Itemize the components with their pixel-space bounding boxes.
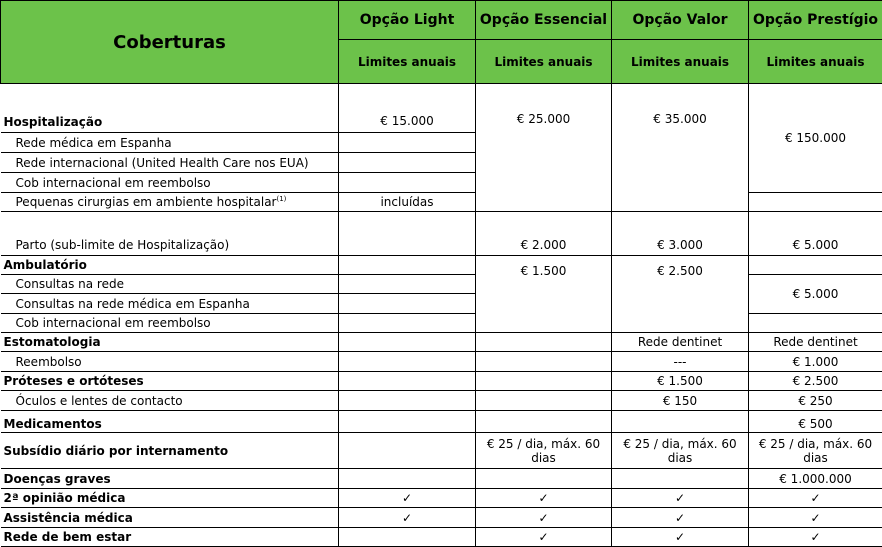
cell-proteses-valor: € 1.500 — [612, 372, 749, 391]
cell-medicamentos-essencial — [476, 411, 612, 433]
cell-rede-internacional-light — [339, 153, 476, 173]
cell-ambulatorio-essencial: € 1.500 — [476, 256, 612, 333]
cell-subsidio-essencial: € 25 / dia, máx. 60 dias — [476, 433, 612, 469]
cell-reembolso-prestigio: € 1.000 — [749, 352, 882, 372]
cell-proteses-prestigio: € 2.500 — [749, 372, 882, 391]
row-label-medicamentos: Medicamentos — [1, 411, 339, 433]
table-row — [1, 433, 882, 469]
row-label-cob-internacional-hosp: Cob internacional em reembolso — [1, 173, 339, 193]
row-label-parto: Parto (sub-limite de Hospitalização) — [1, 212, 339, 256]
row-label-consultas-rede: Consultas na rede — [1, 275, 339, 294]
cell-oculos-valor: € 150 — [612, 391, 749, 411]
table-row — [1, 489, 882, 508]
cell-parto-valor: € 3.000 — [612, 212, 749, 256]
cell-estomatologia-valor: Rede dentinet — [612, 333, 749, 352]
row-label-rede-internacional: Rede internacional (United Health Care nos EUA) — [1, 153, 339, 173]
cell-consultas-espanha-light — [339, 294, 476, 314]
table-row — [1, 528, 882, 547]
cell-hospitalizacao-valor: € 35.000 — [612, 84, 749, 212]
row-label-cob-internacional-amb: Cob internacional em reembolso — [1, 314, 339, 333]
cell-cob-internacional-amb-prestigio — [749, 314, 882, 333]
cell-ambulatorio-light — [339, 256, 476, 275]
cell-estomatologia-essencial — [476, 333, 612, 352]
cell-pequenas-cirurgias-light: incluídas — [339, 193, 476, 212]
row-label-subsidio: Subsídio diário por internamento — [1, 433, 339, 469]
table-row — [1, 469, 882, 489]
table-row — [1, 84, 882, 133]
cell-medicamentos-prestigio: € 500 — [749, 411, 882, 433]
table-row — [1, 352, 882, 372]
table-row — [1, 314, 882, 333]
limits-label-prestigio: Limites anuais — [749, 40, 882, 84]
check-icon-bem-estar-prestigio: ✓ — [749, 528, 882, 547]
row-label-proteses: Próteses e ortóteses — [1, 372, 339, 391]
row-label-bem-estar: Rede de bem estar — [1, 528, 339, 547]
pequenas-cirurgias-text: Pequenas cirurgias em ambiente hospitalar — [16, 195, 277, 209]
cell-medicamentos-light — [339, 411, 476, 433]
option-prestigio-header: Opção Prestígio — [749, 1, 882, 40]
row-label-segunda-opiniao: 2ª opinião médica — [1, 489, 339, 508]
check-icon-assistencia-light: ✓ — [339, 508, 476, 528]
row-label-pequenas-cirurgias — [1, 193, 339, 212]
cell-hospitalizacao-prestigio: € 150.000 — [749, 84, 882, 193]
cell-doencas-graves-light — [339, 469, 476, 489]
cell-cob-internacional-hosp-light — [339, 173, 476, 193]
cell-ambulatorio-prestigio-top — [749, 256, 882, 275]
footnote-marker: (1) — [277, 195, 287, 203]
cell-hospitalizacao-essencial: € 25.000 — [476, 84, 612, 212]
check-icon-assistencia-essencial: ✓ — [476, 508, 612, 528]
row-label-ambulatorio: Ambulatório — [1, 256, 339, 275]
cell-estomatologia-light — [339, 333, 476, 352]
row-label-doencas-graves: Doenças graves — [1, 469, 339, 489]
cell-pequenas-cirurgias-prestigio — [749, 193, 882, 212]
table-row — [1, 333, 882, 352]
cell-oculos-prestigio: € 250 — [749, 391, 882, 411]
cell-parto-prestigio: € 5.000 — [749, 212, 882, 256]
cell-cob-internacional-amb-light — [339, 314, 476, 333]
cell-parto-light — [339, 212, 476, 256]
row-label-reembolso: Reembolso — [1, 352, 339, 372]
check-icon-bem-estar-essencial: ✓ — [476, 528, 612, 547]
cell-ambulatorio-valor: € 2.500 — [612, 256, 749, 333]
row-label-estomatologia: Estomatologia — [1, 333, 339, 352]
cell-oculos-light — [339, 391, 476, 411]
cell-reembolso-light — [339, 352, 476, 372]
cell-doencas-graves-valor — [612, 469, 749, 489]
check-icon-segunda-opiniao-essencial: ✓ — [476, 489, 612, 508]
cell-consultas-rede-light — [339, 275, 476, 294]
cell-hospitalizacao-light: € 15.000 — [339, 84, 476, 133]
cell-ambulatorio-prestigio: € 5.000 — [749, 275, 882, 314]
cell-parto-essencial: € 2.000 — [476, 212, 612, 256]
check-icon-assistencia-prestigio: ✓ — [749, 508, 882, 528]
limits-label-essencial: Limites anuais — [476, 40, 612, 84]
cell-oculos-essencial — [476, 391, 612, 411]
limits-label-light: Limites anuais — [339, 40, 476, 84]
table-row — [1, 411, 882, 433]
table-row — [1, 372, 882, 391]
cell-doencas-graves-prestigio: € 1.000.000 — [749, 469, 882, 489]
row-label-rede-espanha: Rede médica em Espanha — [1, 133, 339, 153]
option-light-header: Opção Light — [339, 1, 476, 40]
check-icon-segunda-opiniao-valor: ✓ — [612, 489, 749, 508]
cell-reembolso-valor: --- — [612, 352, 749, 372]
table-row — [1, 193, 882, 212]
option-valor-header: Opção Valor — [612, 1, 749, 40]
table-row — [1, 212, 882, 256]
table-row — [1, 256, 882, 275]
check-icon-assistencia-valor: ✓ — [612, 508, 749, 528]
cell-bem-estar-light — [339, 528, 476, 547]
cell-proteses-light — [339, 372, 476, 391]
row-label-consultas-espanha: Consultas na rede médica em Espanha — [1, 294, 339, 314]
check-icon-bem-estar-valor: ✓ — [612, 528, 749, 547]
cell-doencas-graves-essencial — [476, 469, 612, 489]
cell-subsidio-valor: € 25 / dia, máx. 60 dias — [612, 433, 749, 469]
cell-estomatologia-prestigio: Rede dentinet — [749, 333, 882, 352]
cell-reembolso-essencial — [476, 352, 612, 372]
row-label-assistencia: Assistência médica — [1, 508, 339, 528]
cell-subsidio-prestigio: € 25 / dia, máx. 60 dias — [749, 433, 882, 469]
row-label-hospitalizacao: Hospitalização — [1, 84, 339, 133]
limits-label-valor: Limites anuais — [612, 40, 749, 84]
cell-medicamentos-valor — [612, 411, 749, 433]
table-row — [1, 391, 882, 411]
row-label-oculos: Óculos e lentes de contacto — [1, 391, 339, 411]
check-icon-segunda-opiniao-light: ✓ — [339, 489, 476, 508]
cell-rede-espanha-light — [339, 133, 476, 153]
cell-proteses-essencial — [476, 372, 612, 391]
check-icon-segunda-opiniao-prestigio: ✓ — [749, 489, 882, 508]
table-row — [1, 275, 882, 294]
coverage-title: Coberturas — [1, 1, 339, 84]
header-row-options — [1, 1, 882, 40]
table-row — [1, 508, 882, 528]
cell-subsidio-light — [339, 433, 476, 469]
option-essencial-header: Opção Essencial — [476, 1, 612, 40]
